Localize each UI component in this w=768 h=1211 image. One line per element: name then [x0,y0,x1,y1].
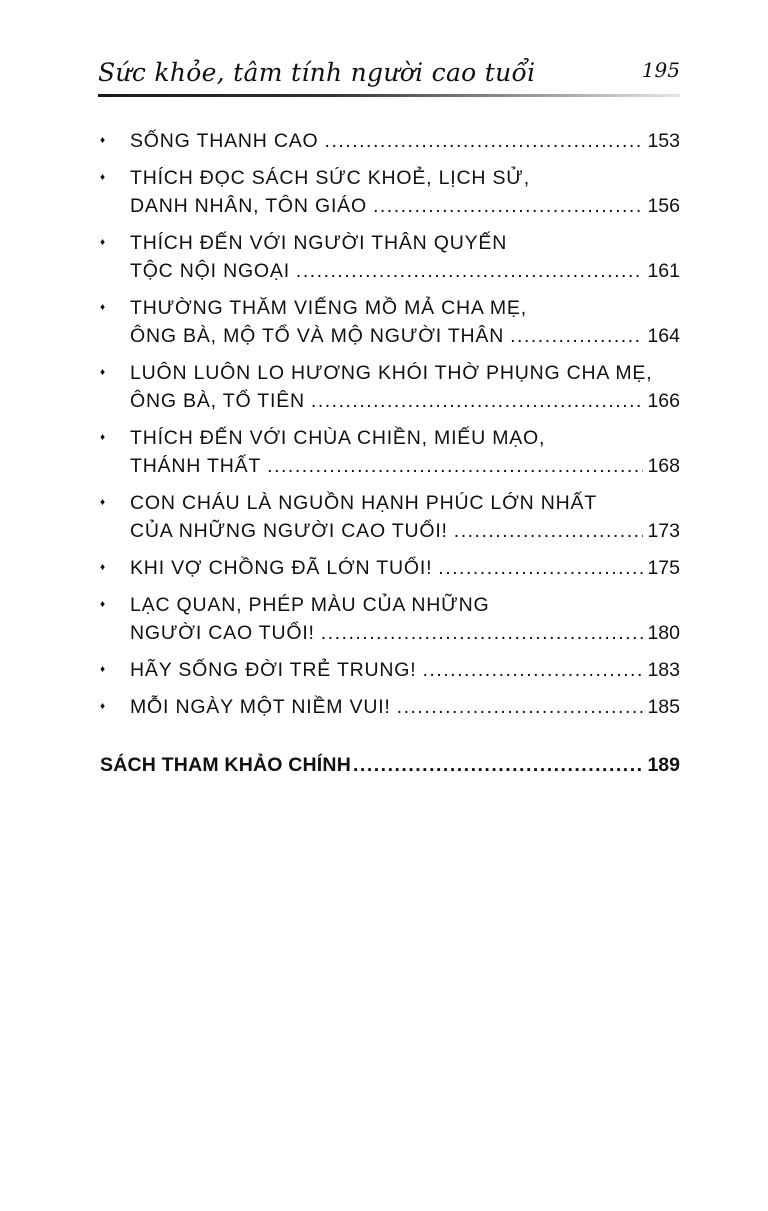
diamond-bullet-icon: ♦ [100,701,106,712]
toc-entry-page: 161 [647,260,680,282]
toc-entry [100,554,680,582]
header-divider [98,94,680,97]
dot-leader [311,387,644,415]
toc-entry-page: 180 [647,622,680,644]
toc-entry [100,294,680,350]
toc-entry [100,229,680,285]
dot-leader [296,257,644,285]
dot-leader [267,452,643,480]
toc-entry [100,489,680,545]
toc-entry-page: 183 [647,659,680,681]
toc-entry-title-line: TỘC NỘI NGOẠI [130,260,290,282]
diamond-bullet-icon: ♦ [100,135,106,146]
dot-leader [321,619,644,647]
toc-entry-page: 185 [647,696,680,718]
toc-entry [100,424,680,480]
dot-leader [353,751,643,779]
toc-entry-title-line: THƯỜNG THĂM VIẾNG MỒ MẢ CHA MẸ, [130,297,527,319]
diamond-bullet-icon: ♦ [100,599,106,610]
toc-entry-title: HÃY SỐNG ĐỜI TRẺ TRUNG! [130,659,417,681]
toc-entry [100,164,680,220]
toc-entry [100,656,680,684]
dot-leader [397,693,644,721]
toc-entry-title: MỖI NGÀY MỘT NIỀM VUI! [130,696,391,718]
toc-entry-page: 168 [647,455,680,477]
running-header [98,54,680,98]
dot-leader [510,322,643,350]
toc-entry-title: KHI VỢ CHỒNG ĐÃ LỚN TUỔI! [130,557,433,579]
diamond-bullet-icon: ♦ [100,497,106,508]
toc-entry-page: 156 [647,195,680,217]
dot-leader [373,192,644,220]
table-of-contents [100,127,680,788]
toc-entry-title-line: DANH NHÂN, TÔN GIÁO [130,195,367,217]
dot-leader [325,127,644,155]
diamond-bullet-icon: ♦ [100,664,106,675]
toc-entry-title-line: ÔNG BÀ, TỔ TIÊN [130,390,305,412]
toc-entry-title: SÁCH THAM KHẢO CHÍNH [100,754,351,776]
toc-entry-title-line: THÁNH THẤT [130,455,262,477]
toc-entry [100,359,680,415]
toc-entry-page: 173 [647,520,680,542]
diamond-bullet-icon: ♦ [100,237,106,248]
diamond-bullet-icon: ♦ [100,367,106,378]
toc-entry-page: 153 [647,130,680,152]
toc-entry-page: 189 [647,754,680,776]
toc-entry-title-line: CON CHÁU LÀ NGUỒN HẠNH PHÚC LỚN NHẤT [130,492,597,514]
dot-leader [438,554,643,582]
toc-entry-title-line: LUÔN LUÔN LO HƯƠNG KHÓI THỜ PHỤNG CHA MẸ, [130,362,653,384]
toc-entry-page: 175 [647,557,680,579]
dot-leader [454,517,644,545]
dot-leader [423,656,644,684]
toc-entry-page: 164 [647,325,680,347]
running-header-title: Sức khỏe, tâm tính người cao tuổi [98,58,536,87]
diamond-bullet-icon: ♦ [100,432,106,443]
diamond-bullet-icon: ♦ [100,562,106,573]
toc-entry-title-line: THÍCH ĐỌC SÁCH SỨC KHOẺ, LỊCH SỬ, [130,167,530,189]
toc-entry-title-line: THÍCH ĐẾN VỚI NGƯỜI THÂN QUYẾN [130,232,508,254]
toc-entry-title-line: CỦA NHỮNG NGƯỜI CAO TUỔI! [130,520,448,542]
toc-entry-title-line: ÔNG BÀ, MỘ TỔ VÀ MỘ NGƯỜI THÂN [130,325,505,347]
diamond-bullet-icon: ♦ [100,302,106,313]
toc-entry [100,693,680,721]
diamond-bullet-icon: ♦ [100,172,106,183]
toc-entry [100,591,680,647]
toc-entry-page: 166 [647,390,680,412]
toc-entry [100,127,680,155]
toc-entry-title-line: NGƯỜI CAO TUỔI! [130,622,315,644]
toc-entry-references [100,751,680,779]
toc-entry-title-line: THÍCH ĐẾN VỚI CHÙA CHIỀN, MIẾU MẠO, [130,427,546,449]
page-number: 195 [641,58,680,82]
toc-entry-title: SỐNG THANH CAO [130,130,319,152]
toc-entry-title-line: LẠC QUAN, PHÉP MÀU CỦA NHỮNG [130,594,490,616]
